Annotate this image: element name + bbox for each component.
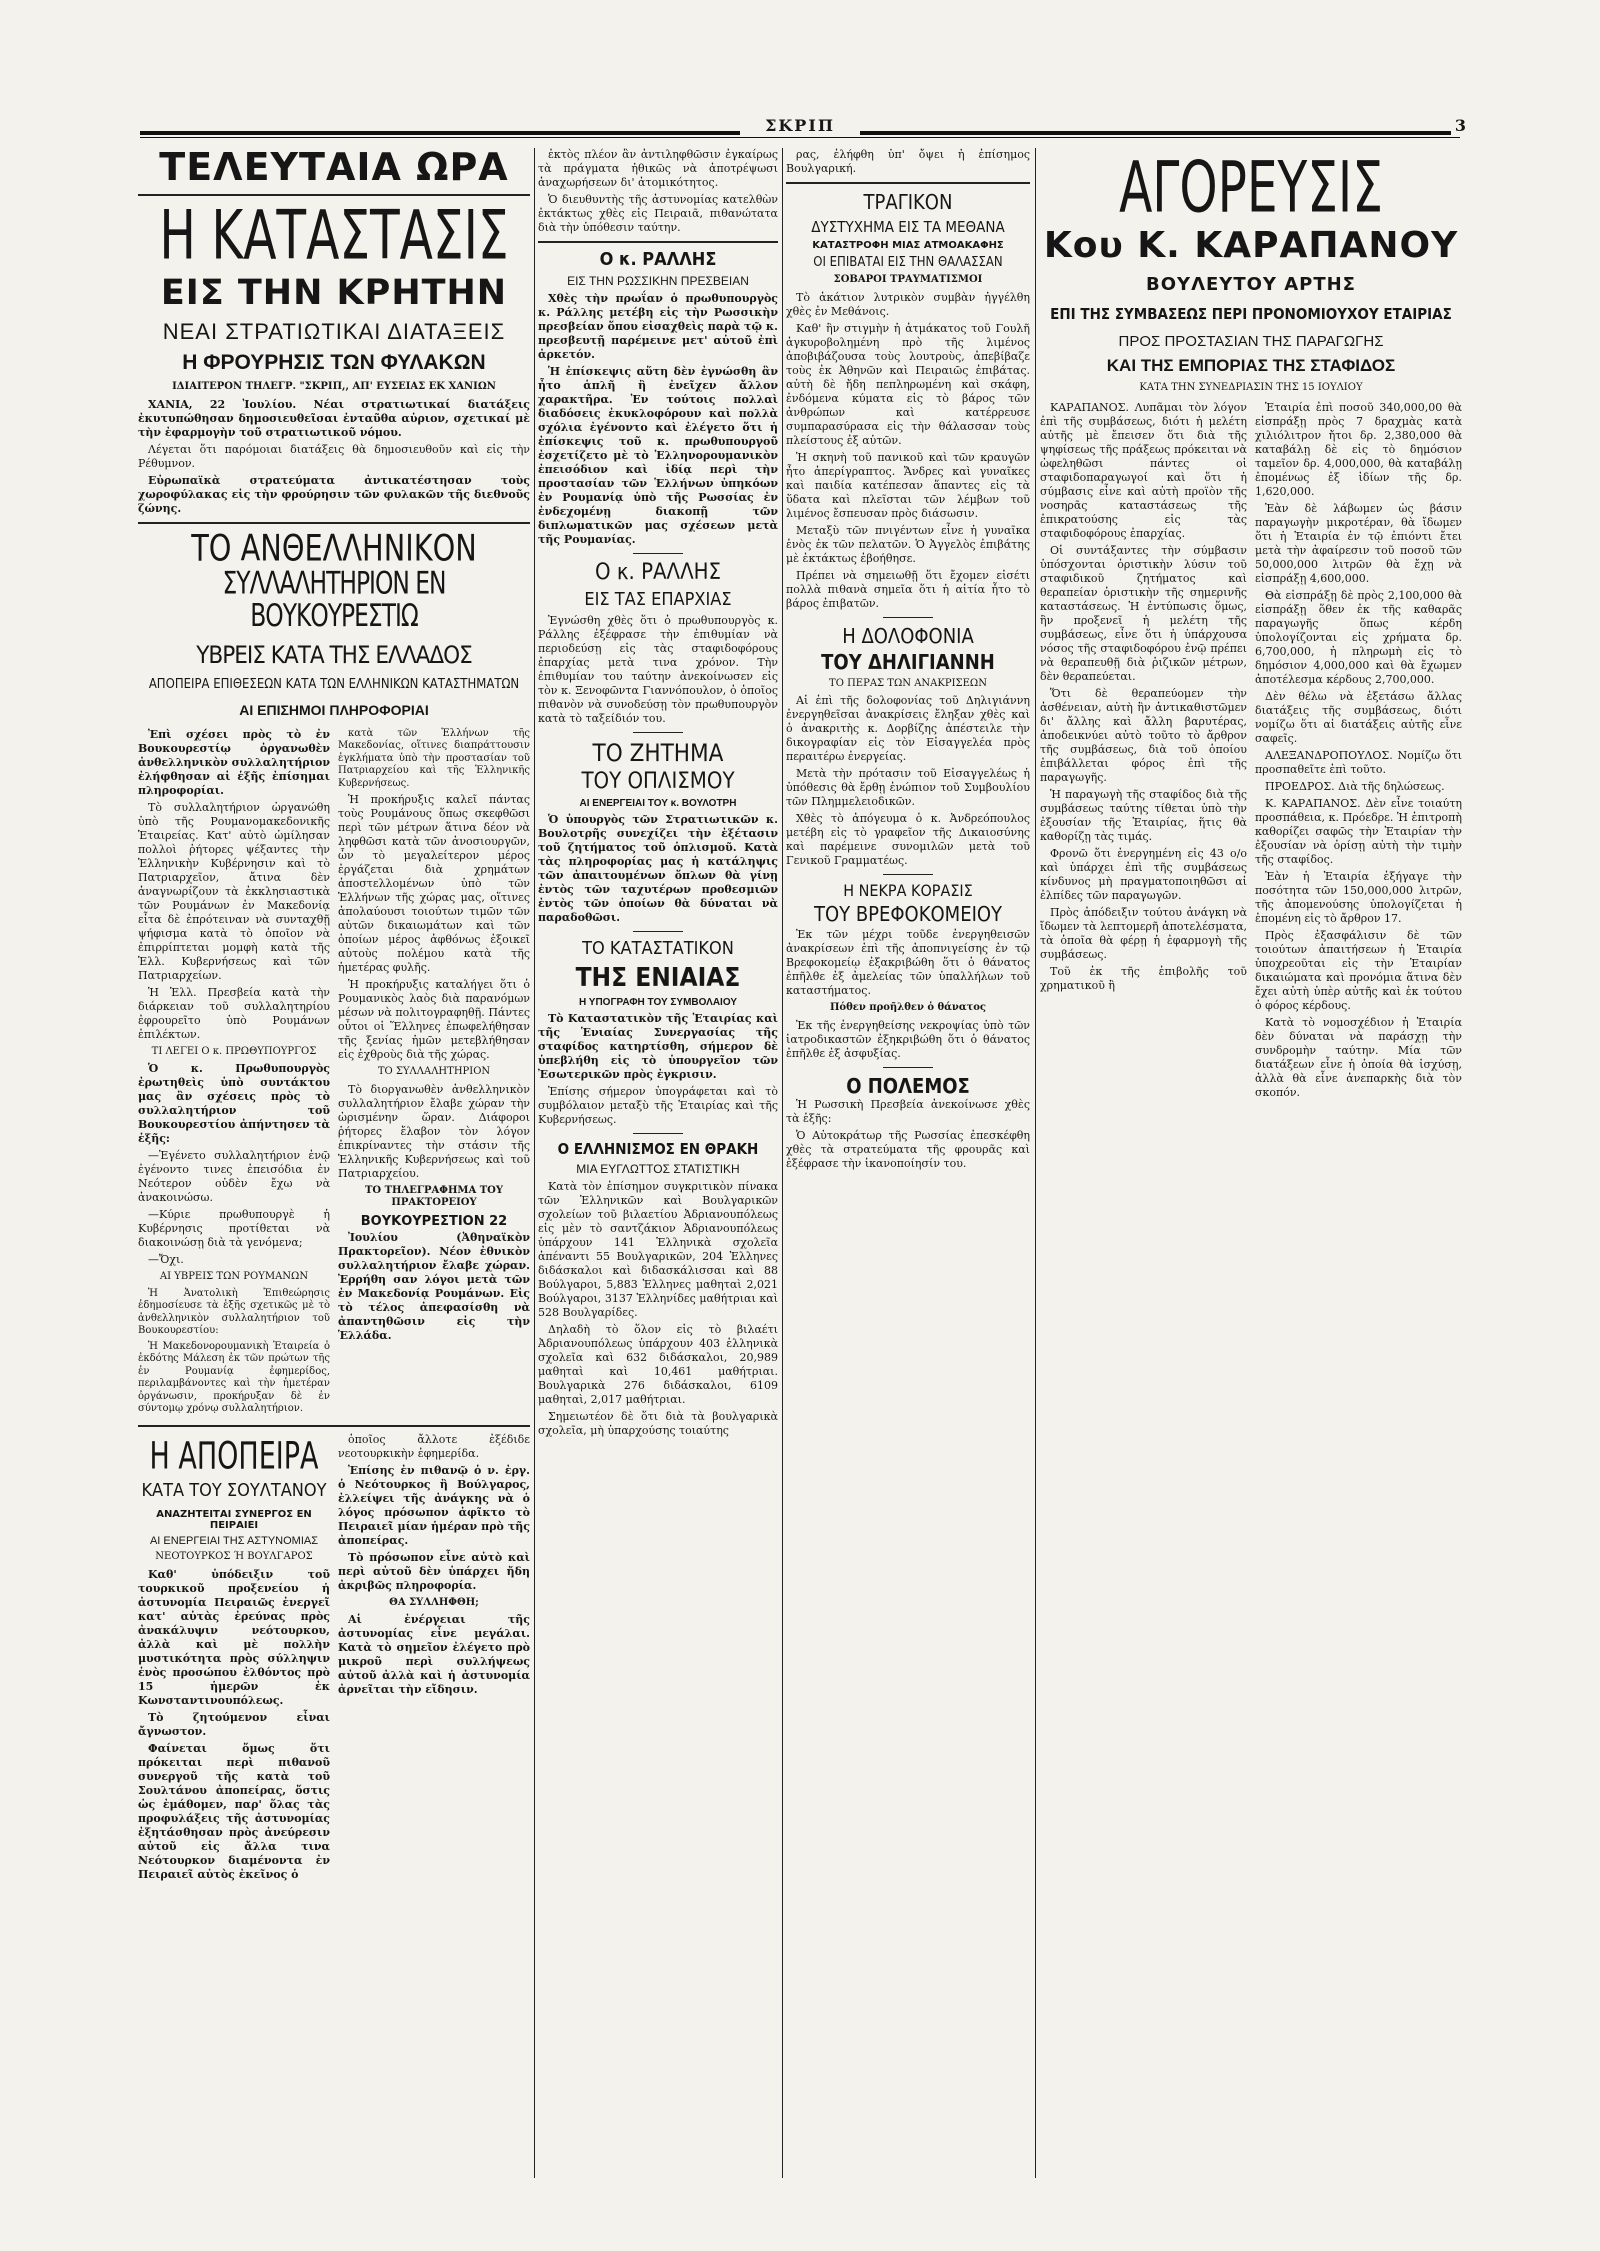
column-divider <box>782 148 783 2178</box>
paragraph: Καθ' ἣν στιγμὴν ἡ ἀτμάκατος τοῦ Γουλῆ ἀγκυροβολημένη πρὸ τῆς λιμένος ἀποβιβάζουσα τοὺς λουτροὺς, ἀπεβίβαζε τοὺς ἐκ Ἀθηνῶν καὶ Πειραιῶς ἐπιβάτας. αὐτὴ δὲ ἤδη πεπληρωμένη καὶ σκάφη, ἐνδόμενα κύματα εἰς τὸ βάρος τῶν ἀνθρώπων καὶ κατέρρευσε συμπαρασύρασα εἰς τὴν θάλασσαν τοὺς πλείστους ἐξ αὐτῶν. <box>786 321 1030 447</box>
divider <box>138 522 530 524</box>
headline-kriti: ΕΙΣ ΤΗΝ ΚΡΗΤΗΝ <box>160 272 508 313</box>
divider <box>883 1067 933 1068</box>
column-1 <box>138 148 530 2178</box>
subhead-anazitei: ΑΝΑΖΗΤΕΙΤΑΙ ΣΥΝΕΡΓΟΣ ΕΝ ΠΕΙΡΑΙΕΙ <box>156 1509 312 1532</box>
headline-diligianni: ΤΟΥ ΔΗΛΙΓΙΑΝΝΗ <box>821 649 995 674</box>
paragraph: Τοῦ ἐκ τῆς ἐπιβολῆς τοῦ χρηματικοῦ ἢ <box>1040 964 1247 992</box>
paragraph: Πρὸς ἀπόδειξιν τούτου ἀνάγκη νὰ ἴδωμεν τὰ λεπτομερῆ ἀποτελέσματα, τὰ ὁποῖα θὰ φέρῃ ἡ ἐφαρμογὴ τῆς συμβάσεως. <box>1040 905 1247 961</box>
paragraph: Ἑταιρία ἐπὶ ποσοῦ 340,000,00 θὰ εἰσπράξῃ πρὸς 7 δραχμὰς κατὰ χιλιόλιτρον ἤτοι δρ. 2,380,000 θὰ καταβάλῃ δὲ εἰς τὸ δημόσιον ταμεῖον δρ. 4,000,000, θὰ καταβάλῃ ἐπομένως ἐξ ἰδίων τῆς δρ. 1,620,000. <box>1255 400 1462 498</box>
paragraph: ΠΡΟΕΔΡΟΣ. Διὰ τῆς δηλώσεως. <box>1265 779 1445 793</box>
paragraph: Ὁ Αὐτοκράτωρ τῆς Ρωσσίας ἐπεσκέφθη χθὲς τὰ στρατεύματα τῆς φρουρᾶς καὶ ἐξέφρασε τὴν ἱκανοποίησίν του. <box>786 1128 1030 1170</box>
divider <box>883 617 933 618</box>
paragraph: ρας, ἐλήφθη ὑπ' ὄψει ἡ ἐπίσημος Βουλγαρική. <box>786 148 1030 175</box>
paragraph: Ἡ Ρωσσικὴ Πρεσβεία ἀνεκοίνωσε χθὲς τὰ ἑξῆς: <box>786 1097 1030 1125</box>
subhead-tilegrafima: ΤΟ ΤΗΛΕΓΡΑΦΗΜΑ ΤΟΥ ΠΡΑΚΤΟΡΕΙΟΥ <box>364 1184 504 1209</box>
article-left <box>1040 401 1247 1103</box>
paragraph: Θὰ εἰσπράξῃ δὲ πρὸς 2,100,000 θὰ εἰσπράξῃ ὅθεν ἐκ τῆς καθαρᾶς παραγωγῆς ὅπως κέρδη ὑπολογίζονται εἰς χρήματα δρ. 6,700,000, ἡ πληρωμὴ εἰς τὸ δημόσιον 4,000,000 καὶ θὰ ἔχωμεν ἀποτέλεσμα κέρδους 2,700,000. <box>1255 588 1462 686</box>
paragraph: —Ἐγένετο συλλαλητήριον ἐνῷ ἐγένοντο τινες ἐπεισόδια ἐν Νεότερον οὐδὲν ἔχω νὰ ἀνακοινώσω. <box>138 1149 330 1205</box>
headline-episimoi: ΑΙ ΕΠΙΣΗΜΟΙ ΠΛΗΡΟΦΟΡΙΑΙ <box>239 701 429 718</box>
masthead-title: ΣΚΡΙΠ <box>740 116 860 135</box>
paragraph: Φρονῶ ὅτι ἐνεργημένη εἰς 43 ο/ο καὶ ὑπάρχει ἐπὶ τῆς συμβάσεως κίνδυνος μὴ πραγματοποιηθῶσι αἱ ἐλπίδες τῶν παραγωγῶν. <box>1040 846 1247 902</box>
subhead-voulotri: ΑΙ ΕΝΕΡΓΕΙΑΙ ΤΟΥ κ. ΒΟΥΛΟΤΡΗ <box>579 798 737 809</box>
paragraph: Δηλαδὴ τὸ ὅλον εἰς τὸ βιλαέτι Ἀδριανουπόλεως ὑπάρχουν 403 ἑλληνικὰ σχολεῖα καὶ 632 διδάσκαλοι, 20,989 μαθηταὶ καὶ 10,461 μαθήτριαι. Βουλγαρικὰ 276 διδάσκαλοι, 6109 μαθηταὶ, 2,017 μαθήτριαι. <box>538 1323 778 1406</box>
subhead-energeiai: ΑΙ ΕΝΕΡΓΕΙΑΙ ΤΗΣ ΑΣΤΥΝΟΜΙΑΣ <box>149 1535 319 1548</box>
paragraph: Ἐπίσης σήμερον ὑπογράφεται καὶ τὸ συμβόλαιον μεταξὺ τῆς Ἑταιρίας καὶ τῆς Κυβερνήσεως. <box>538 1085 778 1126</box>
headline-rossiki: ΕΙΣ ΤΗΝ ΡΩΣΣΙΚΗΝ ΠΡΕΣΒΕΙΑΝ <box>567 274 749 288</box>
subhead-statistiki: ΜΙΑ ΕΥΓΛΩΤΤΟΣ ΣΤΑΤΙΣΤΙΚΗ <box>576 1162 740 1176</box>
paragraph: Χθὲς τὸ ἀπόγευμα ὁ κ. Ἀνδρεόπουλος μετέβη εἰς τὸ γραφεῖον τῆς Δικαιοσύνης καὶ παρέμεινε συνομιλῶν μετὰ τοῦ Γενικοῦ Γραμματέως. <box>786 812 1030 867</box>
page-number: 3 <box>1451 116 1470 135</box>
paragraph: Ἡ προκήρυξις καλεῖ πάντας τοὺς Ρουμάνους ὅπως σκεφθῶσι περὶ τῶν μέτρων ἅτινα δέον νὰ ληφθῶσι κατὰ τῶν ἀνοσιουργῶν, ὧν τὸ μεγαλείτερον μέρος ἐργάζεται διὰ χρημάτων ἀποστελλομένων ὑπὸ τῶν Ἑλλήνων τῆς χώρας μας, οἵτινες ἀπολαύουσι τοιούτων τιμῶν τῶν αὐτῶν δικαιωμάτων καὶ τῶν ὁποίων μέρος ἀφθόνως ἐξοικεῖ αὐτοὺς πολέμου κατὰ τῆς ἡμετέρας φυλῆς. <box>338 793 530 975</box>
headline-soultanou: ΚΑΤΑ ΤΟΥ ΣΟΥΛΤΑΝΟΥ <box>141 1480 327 1502</box>
headline-agoreysis: ΑΓΟΡΕΥΣΙΣ <box>1119 148 1383 229</box>
headline-dystychima: ΔΥΣΤΥΧΗΜΑ ΕΙΣ ΤΑ ΜΕΘΑΝΑ <box>811 218 1005 236</box>
subhead-thanatos: Πόθεν προῆλθεν ὁ θάνατος <box>829 1002 986 1013</box>
headline-apopeira-epitheseon: ΑΠΟΠΕΙΡΑ ΕΠΙΘΕΣΕΩΝ ΚΑΤΑ ΤΩΝ ΕΛΛΗΝΙΚΩΝ ΚΑΤΑΣΤΗΜΑΤΩΝ <box>148 676 520 692</box>
paragraph: Ἡ Ἑλλ. Πρεσβεία κατὰ τὴν διάρκειαν τοῦ συλλαλητηρίου ἐφρουρεῖτο ὑπὸ Ρουμάνων ἐπιλέκτων. <box>138 985 330 1041</box>
headline-oplismou: ΤΟΥ ΟΠΛΙΣΜΟΥ <box>581 769 735 794</box>
paragraph: Ἰουλίου (Ἀθηναϊκὸν Πρακτορεῖον). Νέον ἐθνικὸν συλλαλητήριον ἔλαβε χώραν. Ἐρρήθη σαν λόγοι μετὰ τῶν ἐν Μακεδονίᾳ Ρουμάνων. Εἰς τὸ τέλος ἀπεφασίσθη νὰ ἀπαντηθῶσιν εἰς τὴν Ἑλλάδα. <box>338 1230 530 1342</box>
two-column-article <box>1040 401 1462 1103</box>
paragraph: Πρέπει νὰ σημειωθῇ ὅτι ἔχομεν εἰσέτι πολλὰ πιθανὰ σημεῖα ὅτι ἡ αἰτία ἦτο τὸ βάρος ἐπιβατῶν. <box>786 568 1030 610</box>
headline-ellinismos: Ο ΕΛΛΗΝΙΣΜΟΣ ΕΝ ΘΡΑΚΗ <box>557 1140 759 1158</box>
headline-dolofonia: Η ΔΟΛΟΦΟΝΙΑ <box>842 623 974 648</box>
headline-teleftaia-ora: ΤΕΛΕΥΤΑΙΑ ΩΡΑ <box>159 148 509 189</box>
masthead <box>140 116 1466 144</box>
subhead-syllipsis: ΘΑ ΣΥΛΛΗΦΘΗ; <box>389 1596 479 1608</box>
paragraph: Ἡ ἐπίσκεψις αὕτη δὲν ἐγνώσθη ἂν ἦτο ἁπλῆ ἢ ἐνεῖχεν ἄλλον χαρακτῆρα. Ἐν τούτοις πολλαὶ διαδόσεις ἐκυκλοφόρουν καὶ πολλὰ σχόλια ἐγένοντο καὶ ἐλέγετο ὅτι ἡ ἐπίσκεψις τοῦ κ. πρωθυπουργοῦ ἐσχετίζετο μὲ τὸ Ἑλληνορουμανικὸν ἐπεισόδιον καὶ ἰδίᾳ περὶ τὴν προστασίαν τῶν Ἑλλήνων ὑπηκόων ἐν Ρουμανίᾳ ὑπὸ τῆς Ρωσσίας ἐν ἐνδεχομένῃ διακοπῇ τῶν διπλωματικῶν μας σχέσεων μετὰ τῆς Ρουμανίας. <box>538 365 778 546</box>
telegram-line: ΙΔΙΑΙΤΕΡΟΝ ΤΗΛΕΓΡ. "ΣΚΡΙΠ,, ΑΠ' ΕΥΣΕΙΑΣ ΕΚ ΧΑΝΙΩΝ <box>172 381 496 393</box>
headline-vvreis: ΥΒΡΕΙΣ ΚΑΤΑ ΤΗΣ ΕΛΛΑΔΟΣ <box>196 640 472 669</box>
paragraph: —Ὄχι. <box>148 1253 184 1267</box>
paragraph: Κατὰ τὸ νομοσχέδιον ἡ Ἑταιρία δὲν δύναται νὰ παράσχῃ τὴν συνδρομὴν ταύτην. Μία τῶν διατάξεων εἶνε ἡ ὁποία θὰ ἰσχύσῃ, ἀλλὰ θὰ εἶνε ἀνεπαρκὴς διὰ τὸν σκοπόν. <box>1255 1015 1462 1099</box>
subhead-syllalitirion: ΤΟ ΣΥΛΛΑΛΗΤΗΡΙΟΝ <box>377 1066 491 1078</box>
paragraph: ΑΛΕΞΑΝΔΡΟΠΟΥΛΟΣ. Νομίζω ὅτι προσπαθεῖτε ἐπὶ τοῦτο. <box>1255 748 1462 776</box>
headline-prostasian: ΠΡΟΣ ΠΡΟΣΤΑΣΙΑΝ ΤΗΣ ΠΑΡΑΓΩΓΗΣ <box>1118 333 1384 351</box>
paragraph: Κατὰ τὸν ἐπίσημον συγκριτικὸν πίνακα τῶν Ἑλληνικῶν καὶ Βουλγαρικῶν σχολείων τοῦ βιλαετίου Ἀδριανουπόλεως εἰς μὲν τὸ σαντζάκιον Ἀδριανουπόλεως ὑπάρχουν 141 Ἑλληνικὰ σχολεῖα ἀπέναντι 55 Βουλγαρικῶν, 204 Ἑλληνες διδάσκαλοι καὶ διδασκάλισσαι καὶ 88 Βούλγαροι, 5,883 Ἑλληνες μαθηταὶ 2,021 Βούλγαροι, 3137 Ἑλληνίδες μαθήτριαι καὶ 528 Βουλγαρίδες. <box>538 1180 778 1319</box>
divider <box>883 874 933 875</box>
subhead-travmatiai: ΣΟΒΑΡΟΙ ΤΡΑΥΜΑΤΙΣΜΟΙ <box>833 274 983 285</box>
paragraph: Ἐὰν ἡ Ἑταιρία ἐξήγαγε τὴν ποσότητα τῶν 150,000,000 λιτρῶν, τῆς ἀπομενούσης ὑπολογίζεται ἡ ἑπομένη εἰς τὸ ἄρθρον 17. <box>1255 869 1462 925</box>
headline-karapanou: Κου Κ. ΚΑΡΑΠΑΝΟΥ <box>1043 224 1459 266</box>
paragraph: Ἡ σκηνὴ τοῦ πανικοῦ καὶ τῶν κραυγῶν ἦτο ἀπερίγραπτος. Ἄνδρες καὶ γυναῖκες καὶ παιδία κατέπεσαν ἅπαντες εἰς τὰ ὕδατα καὶ πλεῖσται τῶν λέμβων τοῦ λιμένος ἔσπευσαν πρὸς διάσωσιν. <box>786 450 1030 520</box>
paragraph: —Κύριε πρωθυπουργὲ ἡ Κυβέρνησις προτίθεται νὰ διακοινώσῃ διὰ τὰ γενόμενα; <box>138 1208 330 1250</box>
column-divider <box>1035 148 1036 2178</box>
paragraph: Τὸ Καταστατικὸν τῆς Ἑταιρίας καὶ τῆς Ἑνιαίας Συνεργασίας τῆς σταφίδος κατηρτίσθη, σήμερον δὲ ὑπεβλήθη εἰς τὸ ὑπουργεῖον τῶν Ἐσωτερικῶν πρὸς ἐγκρισιν. <box>538 1012 778 1081</box>
paragraph: Ἡ Μακεδονορουμανικὴ Ἑταιρεία ὁ ἐκδότης Μάλεση ἐκ τῶν πρώτων τῆς ἐν Ρουμανίᾳ ἐφημερίδος, περιλαμβάνοντες καὶ τὴν ἡμετέραν ὀργάνωσιν, προκήρυξαν δὲ ἐν σύντομῳ χρόνῳ συλλαλητήριον. <box>138 1340 330 1415</box>
paragraph: Δὲν θέλω νὰ ἐξετάσω ἄλλας διατάξεις τῆς συμβάσεως, διότι νομίζω ὅτι αἱ διατάξεις αὐτῆς εἶνε σαφεῖς. <box>1255 689 1462 745</box>
article-right <box>1255 401 1462 1103</box>
headline-anthellinikon: ΤΟ ΑΝΘΕΛΛΗΝΙΚΟΝ <box>191 526 477 571</box>
headline-diataxeis: ΝΕΑΙ ΣΤΡΑΤΙΩΤΙΚΑΙ ΔΙΑΤΑΞΕΙΣ <box>162 319 506 345</box>
paragraph: Οἱ συντάξαντες τὴν σύμβασιν ὑπόσχονται ὁριστικὴν λύσιν τοῦ σταφιδικοῦ ζητήματος καὶ θεραπείαν ὁριστικὴν τῆς σημερινῆς καταστάσεως. Ἡ ἐντύπωσις ὅμως, ἣν προξενεῖ ἡ μελέτη τῆς συμβάσεως, εἶνε ὅτι ἡ ὑπάρχουσα νόσος τῆς σταφιδοφόρου ἐνῷ πρέπει νὰ θεραπευθῇ διὰ ῥιζικῶν μέτρων, δὲν θεραπεύεται. <box>1040 543 1247 683</box>
paragraph: Ὁ κ. Πρωθυπουργὸς ἐρωτηθεὶς ὑπὸ συντάκτου μας ἂν σχέσεις πρὸς τὸ συλλαλητήριον τοῦ Βουκουρεστίου ἀπήντησεν τὰ ἑξῆς: <box>138 1062 330 1146</box>
paragraph: Κ. ΚΑΡΑΠΑΝΟΣ. Δὲν εἶνε τοιαύτη προσπάθεια, κ. Πρόεδρε. Ἡ ἐπιτροπὴ καθορίζει σαφῶς τὴν Ἑταιρίαν τὴν ἐξουσίαν νὰ ὁρίσῃ αὐτὴ τὴν τιμὴν τῆς σταφίδος. <box>1255 796 1462 866</box>
column-2 <box>538 148 778 2178</box>
paragraph: Ἐγνώσθη χθὲς ὅτι ὁ πρωθυπουργὸς κ. Ράλλης ἐξέφρασε τὴν ἐπιθυμίαν νὰ περιοδεύσῃ εἰς τὰς σταφιδοφόρους ἐπαρχίας μετὰ τινα χρόνον. Τὴν ἐπιθυμίαν του ταύτην ἀνεκοίνωσεν εἰς τὸν κ. Ξενοφῶντα Γιαννόπουλον, ὁ ὁποῖος πιθανὸν νὰ συνοδεύσῃ τὸν πρωθυπουργὸν κατὰ τὸ ταξείδιόν του. <box>538 614 778 725</box>
paragraph: ὁποῖος ἄλλοτε ἐξέδιδε νεοτουρκικὴν ἐφημερίδα. <box>338 1432 530 1460</box>
subhead-peras: ΤΟ ΠΕΡΑΣ ΤΩΝ ΑΝΑΚΡΙΣΕΩΝ <box>829 677 987 689</box>
divider <box>786 182 1030 184</box>
headline-tragikon: ΤΡΑΓΙΚΟΝ <box>863 190 953 214</box>
divider <box>538 241 778 243</box>
headline-symvaseos: ΕΠΙ ΤΗΣ ΣΥΜΒΑΣΕΩΣ ΠΕΡΙ ΠΡΟΝΟΜΙΟΥΧΟΥ ΕΤΑΙΡΙΑΣ <box>1050 305 1452 324</box>
headline-polemos: Ο ΠΟΛΕΜΟΣ <box>846 1073 970 1098</box>
paragraph: Τὸ ζητούμενον εἶναι ἄγνωστον. <box>138 1710 330 1738</box>
paragraph: Λέγεται ὅτι παρόμοιαι διατάξεις θὰ δημοσιευθοῦν καὶ εἰς τὴν Ρέθυμνον. <box>138 443 530 471</box>
paragraph: Πρὸς ἐξασφάλισιν δὲ τῶν τοιούτων ἀπαιτήσεων ἡ Ἑταιρία ὑποχρεοῦται εἰς τὴν Ἑταιρίαν δικαιώματα καὶ προνόμια ἅτινα δὲν ἔχει αὐτὴ ὑπὲρ αὐτῆς καὶ ἐκ τούτου ὁ φόρος κέρδους. <box>1255 928 1462 1012</box>
paragraph: Μετὰ τὴν πρότασιν τοῦ Εἰσαγγελέως ἡ ὑπόθεσις θὰ ἔρθῃ ἐνώπιον τοῦ Συμβουλίου τῶν Πλημμελειοδικῶν. <box>786 767 1030 808</box>
paragraph: Τὸ ἀκάτιον λυτρικὸν συμβὰν ἠγγέλθη χθὲς ἐν Μεθάνοις. <box>786 290 1030 318</box>
paragraph: ἐκτὸς πλέον ἂν ἀντιληφθῶσιν ἐγκαίρως τὰ πράγματα ἠθικῶς νὰ ἀποτρέψωσι ἀναχωρήσεων δι' ἀτομικότητος. <box>538 148 778 189</box>
paragraph: Ἐκ τῆς ἐνεργηθείσης νεκροψίας ὑπὸ τῶν ἰατροδικαστῶν ἐξηκριβώθη ὅτι ὁ θάνατος ἐπῆλθε ἐξ ἀσφυξίας. <box>786 1018 1030 1060</box>
headline-rallis: Ο κ. ΡΑΛΛΗΣ <box>599 249 717 270</box>
headline-emporias: ΚΑΙ ΤΗΣ ΕΜΠΟΡΙΑΣ ΤΗΣ ΣΤΑΦΙΔΟΣ <box>1106 356 1396 376</box>
paragraph: Ὁ διευθυντὴς τῆς ἀστυνομίας κατελθὼν ἐκτάκτως χθὲς εἰς Πειραιᾶ, πιθανώτατα διὰ τὴν ὑπόθεσιν ταύτην. <box>538 193 778 234</box>
headline-vrefokomeiou: ΤΟΥ ΒΡΕΦΟΚΟΜΕΙΟΥ <box>813 902 1003 926</box>
headline-katastatikon: ΤΟ ΚΑΤΑΣΤΑΤΙΚΟΝ <box>582 938 734 959</box>
paragraph: Ἡ προκήρυξις καταλήγει ὅτι ὁ Ρουμανικὸς λαὸς διὰ παρανόμων μέσων νὰ πολιτογραφηθῇ. Πάντες οὗτοι οἱ Ἕλληνες ἐπωφελήθησαν τῆς ξενίας ἡμῶν μετεβλήθησαν εἰς ἐχθροὺς διὰ τῆς χώρας. <box>338 978 530 1062</box>
dateline-voukourestion: ΒΟΥΚΟΥΡΕΣΤΙΟΝ 22 <box>360 1213 508 1229</box>
paragraph: Σημειωτέον δὲ ὅτι διὰ τὰ βουλγαρικὰ σχολεῖα, μὴ ὑπαρχούσης τοιαύτης <box>538 1410 778 1437</box>
headline-enias: ΤΗΣ ΕΝΙΑΙΑΣ <box>575 963 741 993</box>
divider <box>633 553 683 554</box>
paragraph: Ἡ παραγωγὴ τῆς σταφίδος διὰ τῆς συμβάσεως ταύτης τίθεται ὑπὸ τὴν ἐξουσίαν τῆς Ἑταιρίας, ἥτις θὰ καθορίζῃ τὰς τιμάς. <box>1040 787 1247 843</box>
paragraph: Αἱ ἐπὶ τῆς δολοφονίας τοῦ Δηλιγιάννη ἐνεργηθεῖσαι ἀνακρίσεις ἔληξαν χθὲς καὶ ὁ ἀνακριτὴς κ. Δορβίζης ἀπέστειλε τὴν δικογραφίαν εἰς τὸν Εἰσαγγελέα πρὸς περαιτέρω ἐνεργείας. <box>786 694 1030 763</box>
paragraph: Αἱ ἐνέργειαι τῆς ἀστυνομίας εἶνε μεγάλαι. Κατὰ τὸ σημεῖον ἐλέγετο πρὸ μικροῦ περὶ συλλήψεως αὐτοῦ ἀλλὰ καὶ ἡ ἀστυνομία ἀρνεῖται τὴν εἴδησιν. <box>338 1613 530 1697</box>
paragraph: Ἐὰν δὲ λάβωμεν ὡς βάσιν παραγωγὴν μικροτέραν, θὰ ἴδωμεν ὅτι ἡ Ἑταιρία ἐν τῷ ἐπιόντι ἔτει μετὰ τὴν ἀφαίρεσιν τοῦ ποσοῦ τῶν 50,000,000 λιτρῶν θὰ ἔχῃ νὰ εἰσπράξῃ 4,600,000. <box>1255 501 1462 585</box>
subhead-katastrofi: ΚΑΤΑΣΤΡΟΦΗ ΜΙΑΣ ΑΤΜΟΑΚΑΦΗΣ <box>812 240 1004 251</box>
paragraph: Ὅτι δὲ θεραπεύομεν τὴν ἀσθένειαν, αὐτὴ ἣν ἀντικαθιστῶμεν δι' ἄλλης καὶ ἄλλη βαρυτέρας, ἀποδεικνύει αὐτὸ τοῦτο τὸ ἄρθρον τῆς συμβάσεως, διὰ τοῦ ὁποίου ἐπιβάλλεται φόρος ἐπὶ τῆς παραγωγῆς. <box>1040 686 1247 784</box>
masthead-rule-thin <box>140 137 1460 138</box>
divider <box>633 1133 683 1134</box>
paragraph: Ἐκ τῶν μέχρι τοῦδε ἐνεργηθεισῶν ἀνακρίσεων ἐπὶ τῆς ἀποπνιγείσης ἐν τῷ Βρεφοκομείῳ ἐξακριβώθη ὅτι ὁ θάνατος ἐπῆλθε ἐξ ἀμελείας τῶν ὑπαλλήλων τοῦ καταστήματος. <box>786 928 1030 997</box>
article-left <box>138 1433 330 1885</box>
divider <box>633 732 683 733</box>
article-right <box>338 728 530 1419</box>
column-4 <box>1040 148 1462 2178</box>
paragraph: Χθὲς τὴν πρωΐαν ὁ πρωθυπουργὸς κ. Ράλλης μετέβη εἰς τὴν Ρωσσικὴν πρεσβείαν ὅπου εἰσαχθεὶς παρὰ τῷ κ. πρεσβευτῇ παρέμεινε μετ' αὐτοῦ ἐπὶ ἀρκετόν. <box>538 292 778 361</box>
divider <box>633 931 683 932</box>
article-right <box>338 1433 530 1885</box>
divider <box>138 1425 530 1427</box>
two-column-article <box>138 1433 530 1885</box>
headline-katastasis: Η ΚΑΤΑΣΤΑΣΙΣ <box>159 195 509 275</box>
paragraph: ΧΑΝΙΑ, 22 Ἰουλίου. Νέαι στρατιωτικαί διατάξεις ἐκυτυπώθησαν δημοσιευθεῖσαι ἐνταῦθα αὐριον, σχετικαί μὲ τὴν ἐφαρμογὴν τοῦ στρατιωτικοῦ νόμου. <box>138 398 530 440</box>
two-column-article <box>138 728 530 1419</box>
headline-syllalitirion: ΣΥΛΛΑΛΗΤΗΡΙΟΝ ΕΝ ΒΟΥΚΟΥΡΕΣΤΙΩ <box>222 566 446 635</box>
paragraph: Ἐπίσης ἐν πιθανῷ ὁ ν. ἐργ. ὁ Νεότουρκος ἢ Βούλγαρος, ἐλλείψει τῆς ἀνάγκης νὰ ὁ λόγος πρόσωπον ἀφῖκτο τὸ Πειραιεῖ μίαν ἡμέραν πρὸ τῆς ἀποπείρας. <box>338 1463 530 1547</box>
paragraph: Μεταξὺ τῶν πνιγέντων εἶνε ἡ γυναῖκα ἑνὸς ἐκ τῶν πελατῶν. Ὁ Ἀγγελὸς ἐπιβάτης μὲ ἐκτάκτως ἐβοήθησε. <box>786 523 1030 565</box>
subhead-epivatai: ΟΙ ΕΠΙΒΑΤΑΙ ΕΙΣ ΤΗΝ ΘΑΛΑΣΣΑΝ <box>813 255 1003 270</box>
paragraph: Τὸ πρόσωπον εἶνε αὐτὸ καὶ περὶ αὐτοῦ δὲν ὑπάρχει ἤδη ἀκριβῶς πληροφορία. <box>338 1550 530 1592</box>
paragraph: Τὸ διοργανωθὲν ἀνθελληνικὸν συλλαλητήριον ἔλαβε χώραν τὴν ὡρισμένην ὥραν. Διάφοροι ῥήτορες ἔλαβον τὸν λόγον ἐπικρίναντες τὴν στάσιν τῆς Ἑλληνικῆς Κυβερνήσεως καὶ τοῦ Πατριαρχείου. <box>338 1082 530 1180</box>
paragraph: κατὰ τῶν Ἑλλήνων τῆς Μακεδονίας, οἵτινες διαπράττουσιν ἐγκλήματα ὑπὸ τὴν προστασίαν τοῦ Πατριαρχείου καὶ τῆς Ἑλληνικῆς Κυβερνήσεως. <box>338 727 530 789</box>
headline-zitima: ΤΟ ΖΗΤΗΜΑ <box>592 739 724 767</box>
subhead-ypografi: Η ΥΠΟΓΡΑΦΗ ΤΟΥ ΣΥΜΒΟΛΑΙΟΥ <box>578 997 738 1008</box>
paragraph: Φαίνεται ὅμως ὅτι πρόκειται περὶ πιθανοῦ συνεργοῦ τῆς κατὰ τοῦ Σουλτάνου ἀποπείρας, ὅστις ὡς ἐμάθομεν, παρ' ὅλας τὰς προφυλάξεις τῆς ἀστυνομίας ἐξητάσθησαν πρὸς ἀνεύρεσιν αὐτοῦ εἰς ἄλλα τινα Νεότουρκον διαμένοντα ἐν Πειραιεῖ αὐτὸς ἐκεῖνος ὁ <box>138 1741 330 1881</box>
column-3 <box>786 148 1030 2178</box>
subhead-vvreis-roumanon: ΑΙ ΥΒΡΕΙΣ ΤΩΝ ΡΟΥΜΑΝΩΝ <box>159 1271 309 1283</box>
paragraph: Ἐπὶ σχέσει πρὸς τὸ ἐν Βουκουρεστίῳ ὀργανωθὲν ἀνθελληνικὸν συλλαλητήριον ἐλήφθησαν αἱ ἑξῆς ἐπίσημαι πληροφορίαι. <box>138 727 330 797</box>
headline-rallis-2: Ο κ. ΡΑΛΛΗΣ <box>594 560 722 585</box>
headline-eparchias: ΕΙΣ ΤΑΣ ΕΠΑΡΧΙΑΣ <box>584 589 732 610</box>
paragraph: Ὁ ὑπουργὸς τῶν Στρατιωτικῶν κ. Βουλοτρῆς συνεχίζει τὴν ἐξέτασιν τοῦ ζητήματος τοῦ ὁπλισμοῦ. Κατὰ τὰς πληροφορίας μας ἡ κατάληψις τῶν ἀπαιτουμένων ὅπλων θὰ γίνῃ ἐντὸς τῶν ταχυτέρων προθεσμιῶν ἐντὸς τῶν ὁποίων θὰ δύναται νὰ παραδοθῶσι. <box>538 813 778 924</box>
paragraph: Ἡ Ἀνατολικὴ Ἐπιθεώρησις ἐδημοσίευσε τὰ ἑξῆς σχετικῶς μὲ τὸ ἀνθελληνικὸν συλλαλητήριον τοῦ Βουκουρεστίου: <box>138 1287 330 1337</box>
headline-nekra: Η ΝΕΚΡΑ ΚΟΡΑΣΙΣ <box>843 881 973 900</box>
paragraph: ΚΑΡΑΠΑΝΟΣ. Λυπᾶμαι τὸν λόγον ἐπὶ τῆς συμβάσεως, διότι ἡ μελέτη αὐτῆς μὲ ἔπεισεν ὅτι διὰ τῆς ψηφίσεως τῆς πράξεως πρόκειται νὰ ὠφεληθῶσι πάντες οἱ σταφιδοπαραγωγοί καὶ ὅτι ἡ σύμβασις εἶνε καὶ αὐτὴ προϊὸν τῆς νοσηρᾶς καταστάσεως τῆς ἐπικρατούσης εἰς τὰς σταφιδοφόρους ἐπαρχίας. <box>1040 400 1247 540</box>
subhead-neotourkos: ΝΕΟΤΟΥΡΚΟΣ Ή ΒΟΥΛΓΑΡΟΣ <box>155 1551 313 1563</box>
headline-vouleftou: ΒΟΥΛΕΥΤΟΥ ΑΡΤΗΣ <box>1146 274 1356 296</box>
subhead-legei: ΤΙ ΛΕΓΕΙ Ο κ. ΠΡΩΘΥΠΟΥΡΓΟΣ <box>151 1045 317 1057</box>
paragraph: Τὸ συλλαλητήριον ὠργανώθη ὑπὸ τῆς Ρουμανομακεδονικῆς Ἑταιρείας. Κατ' αὐτὸ ὡμίλησαν πολλοὶ ῥήτορες ψέξαντες τὴν Ἑλληνικὴν Κυβέρνησιν καὶ τὸ Πατριαρχεῖον, ἄτινα δὲν ἀναγνωρίζουν τὰ ἐκκλησιαστικὰ τῶν Ρουμάνων ἐν Μακεδονίᾳ εἶτα δὲ ἐπρότειναν νὰ συνταχθῇ ψήφισμα κατὰ τὸ ὁποῖον νὰ ἐπιρρίπτεται μομφὴ κατὰ τῆς Ἑλλ. Κυβερνήσεως καὶ τῶν Πατριαρχείων. <box>138 800 330 982</box>
article-left <box>138 728 330 1419</box>
paragraph: Εὐρωπαϊκὰ στρατεύματα ἀντικατέστησαν τοὺς χωροφύλακας εἰς τὴν φρούρησιν τῶν φυλακῶν τῆς διεθνοῦς ζώνης. <box>138 474 530 516</box>
paragraph: Καθ' ὑπόδειξιν τοῦ τουρκικοῦ προξενείου ἡ ἀστυνομία Πειραιῶς ἐνεργεῖ κατ' αὐτὰς ἐρεύνας πρὸς ἀνακάλυψιν νεότουρκου, ἀλλὰ καὶ μὲ πολλὴν μυστικότητα πρὸς σύλληψιν ἑνὸς προσώπου ἐλθόντος πρὸ 15 ἡμερῶν ἐκ Κωνσταντινουπόλεως. <box>138 1567 330 1707</box>
subhead-synedriasin: ΚΑΤΑ ΤΗΝ ΣΥΝΕΔΡΙΑΣΙΝ ΤΗΣ 15 ΙΟΥΛΙΟΥ <box>1139 382 1363 394</box>
headline-frourisis: Η ΦΡΟΥΡΗΣΙΣ ΤΩΝ ΦΥΛΑΚΩΝ <box>182 351 486 375</box>
column-divider <box>534 148 535 2178</box>
headline-apopeira: Η ΑΠΟΠΕΙΡΑ <box>149 1434 319 1478</box>
